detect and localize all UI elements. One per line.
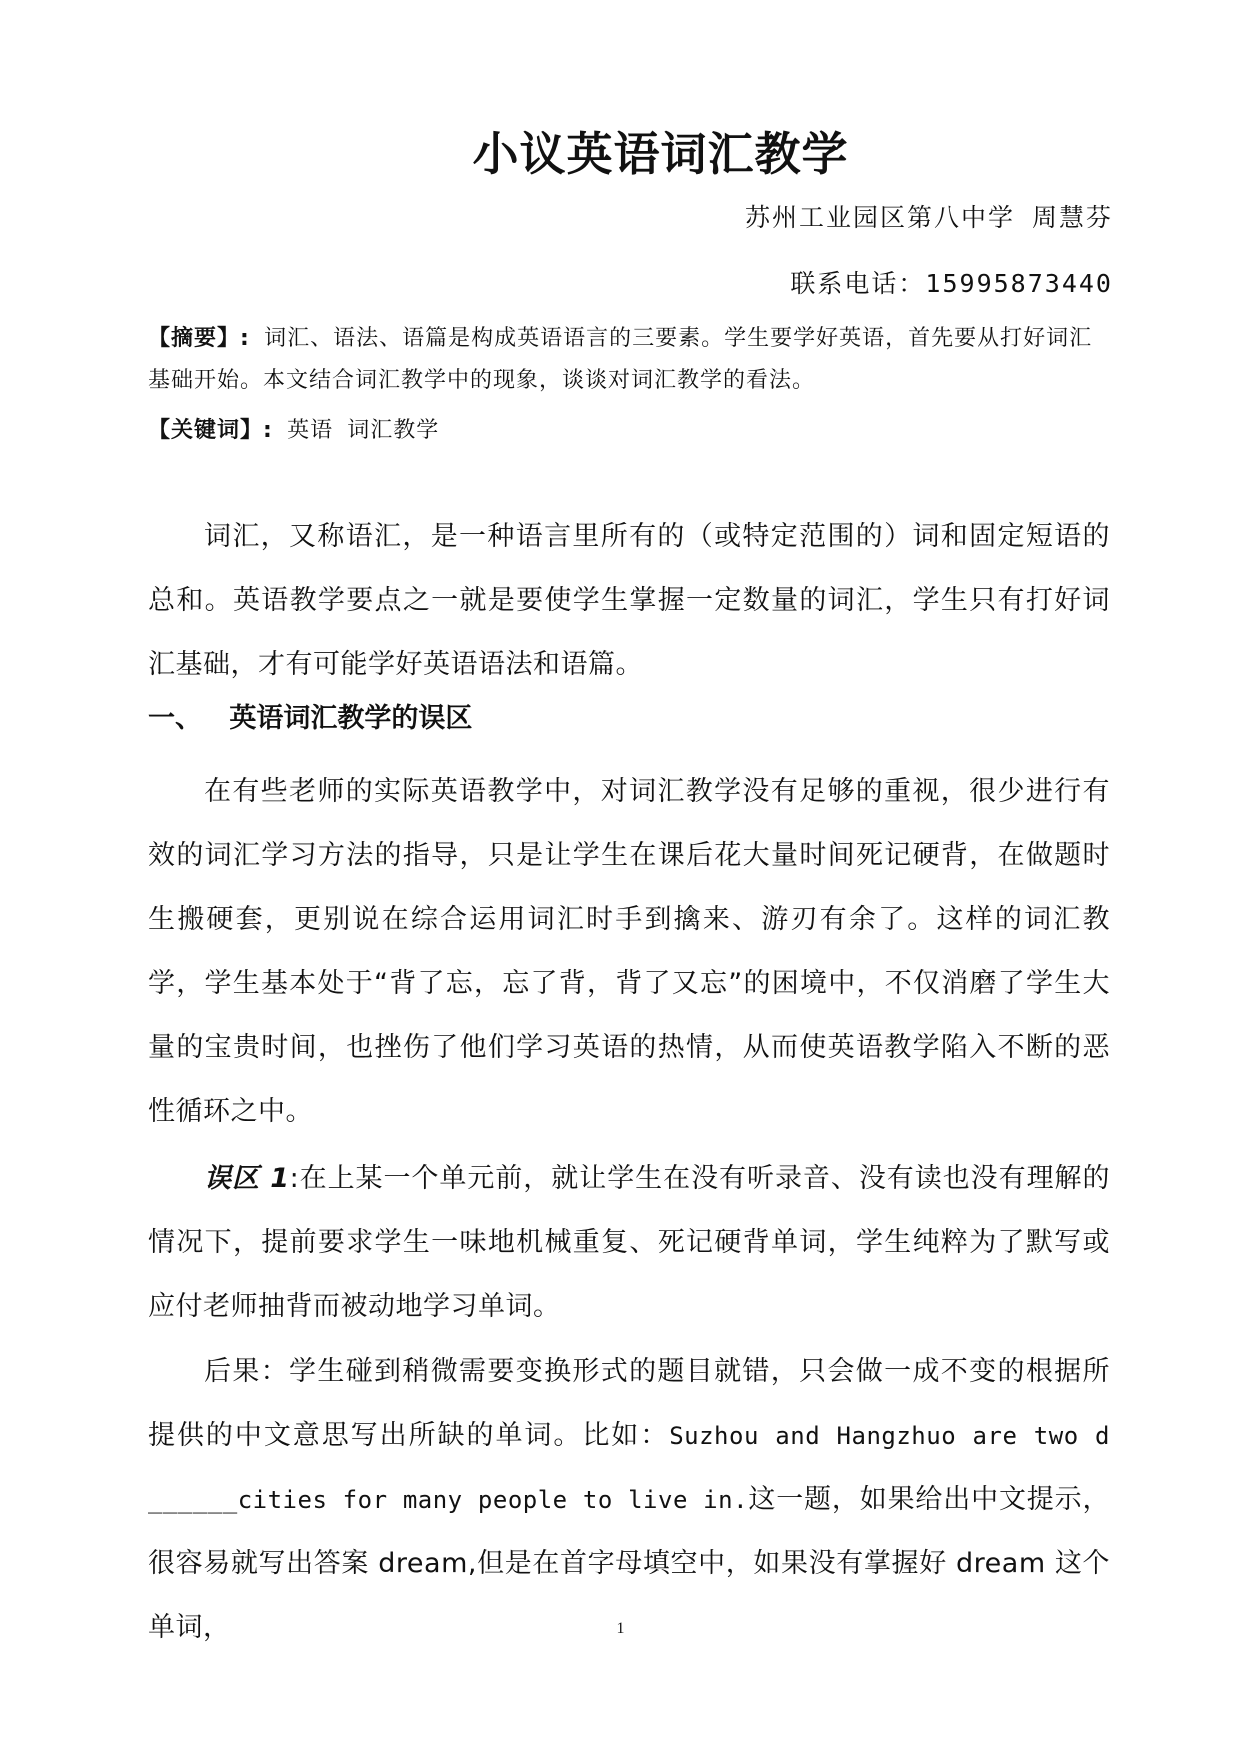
- section-number: 一、: [148, 703, 202, 734]
- abstract-label: 【摘要】:: [148, 326, 250, 351]
- mistake-1-label: 误区 1: [204, 1163, 290, 1194]
- page-number: 1: [616, 1620, 625, 1637]
- keywords-text: 英语 词汇教学: [287, 418, 440, 443]
- mistake-1-text: :在上某一个单元前，就让学生在没有听录音、没有读也没有理解的情况下，提前要求学生一味地机械重复、死记硬背单词，学生纯粹为了默写或应付老师抽背而被动地学习单词。: [148, 1163, 1110, 1322]
- section-heading: [148, 696, 472, 735]
- consequence-paragraph: [148, 1340, 1110, 1660]
- consequence-example: Suzhou and Hangzhuo are two d ______cities for many people to live in.: [148, 1422, 1111, 1514]
- consequence-text-2: 这一题，如果给出中文提示，很容易就写出答案 dream,但是在首字母填空中，如果没有掌握好 dream 这个单词，: [148, 1484, 1110, 1643]
- consequence-text-1: 后果：学生碰到稍微需要变换形式的题目就错，只会做一成不变的根据所提供的中文意思写出所缺的单词。比如：: [148, 1356, 1110, 1451]
- section-title: 英语词汇教学的误区: [229, 703, 473, 734]
- keywords: [148, 410, 1108, 452]
- document-title: 小议英语词汇教学: [472, 127, 849, 181]
- mistake-1-paragraph: [148, 1147, 1110, 1339]
- abstract: [148, 318, 1108, 402]
- intro-paragraph: 词汇，又称语汇，是一种语言里所有的（或特定范围的）词和固定短语的总和。英语教学要点之一就是要使学生掌握一定数量的词汇，学生只有打好词汇基础，才有可能学好英语语法和语篇。: [148, 521, 1110, 680]
- author-line: 苏州工业园区第八中学 周慧芬: [744, 203, 1113, 232]
- keywords-label: 【关键词】:: [148, 418, 273, 443]
- section-paragraph: 在有些老师的实际英语教学中，对词汇教学没有足够的重视，很少进行有效的词汇学习方法的指导，只是让学生在课后花大量时间死记硬背，在做题时生搬硬套，更别说在综合运用词汇时手到擒来、游刃有余了。这样的词汇教学，学生基本处于“背了忘，忘了背，背了又忘”的困境中，不仅消磨了学生大量的宝贵时间，也挫伤了他们学习英语的热情，从而使英语教学陷入不断的恶性循环之中。: [148, 776, 1110, 1127]
- abstract-text: 词汇、语法、语篇是构成英语语言的三要素。学生要学好英语，首先要从打好词汇基础开始。本文结合词汇教学中的现象，谈谈对词汇教学的看法。: [148, 326, 1093, 393]
- phone-line: 联系电话：15995873440: [790, 269, 1113, 298]
